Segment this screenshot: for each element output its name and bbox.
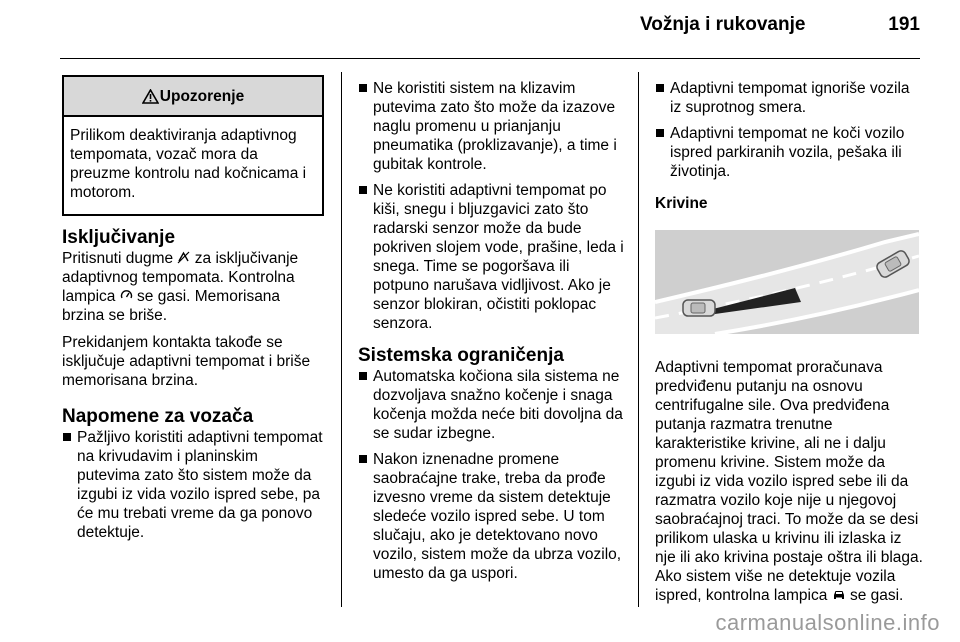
own-car-icon: [683, 300, 715, 316]
section-heading-krivine: Krivine: [655, 195, 708, 212]
section-heading-napomene: Napomene za vozača: [62, 406, 254, 427]
warning-header: [64, 77, 322, 117]
napomene-list-continued: [655, 79, 923, 181]
list-item: Adaptivni tempomat ne koči vozilo ispred parkiranih vozila, pešaka ili životinja.: [655, 124, 923, 181]
paragraph-text: za isključivanje adaptivnog tempomata. Kontrolna lampica: [62, 250, 299, 305]
warning-text: Prilikom deaktiviranja adaptivnog tempomata, vozač mora da preuzme kontrolu nad kočnicama i motorom.: [70, 127, 307, 201]
list-item: Nakon iznenadne promene saobraćajne trake, treba da prođe izvesno vreme da sistem detektuje sledeće vozilo ispred sebe. U tom slučaju, ako je detektovano novo vozilo, sistem može da ubrza vozilo, umesto da ga uspori.: [358, 450, 626, 583]
column-3: [655, 79, 923, 605]
cruise-lamp-icon: [120, 289, 133, 302]
header-rule: [60, 58, 920, 59]
napomene-list: [62, 428, 324, 542]
column-divider: [638, 72, 639, 607]
list-item: Ne koristiti adaptivni tempomat po kiši, snegu i bljuzgavici zato što radarski senzor može da bude pokriven slojem vode, prašine, leda i snega. Time se pogoršava ili potpuno narušava vidljivost. Ako je senzor blokiran, očistiti poklopac senzora.: [358, 181, 626, 333]
napomene-list-continued: [358, 79, 626, 333]
sistemska-list: [358, 367, 626, 583]
krivine-paragraph: [655, 358, 923, 605]
cruise-off-icon: [177, 251, 190, 264]
running-header-title: Vožnja i rukovanje: [640, 14, 806, 35]
iskljucivanje-paragraph-2: Prekidanjem kontakta takođe se isključuje adaptivni tempomat i briše memorisana brzina.: [62, 334, 311, 389]
list-item: Ne koristiti sistem na klizavim putevima zato što može da izazove naglu promenu u prianjanju pneumatika (proklizavanje), a time i gubitak kontrole.: [358, 79, 626, 174]
column-divider: [341, 72, 342, 607]
paragraph-text: Adaptivni tempomat proračunava predviđenu putanju na osnovu centrifugalne sile. Ova predviđena putanja razmatra trenutne karakteristike krivine, ali ne i dalju promenu krivine. Sistem može da izgubi iz vida vozilo ispred sebe ili da razmatra vozilo koje nije u njegovoj saobraćajnoj traci. To može da se desi prilikom ulaska u krivinu ili izlaska iz nje ili ako krivina postaje oštra ili blaga. Ako sistem više ne detektuje vozila ispred, kontrolna lampica: [655, 359, 923, 604]
column-1: [62, 75, 324, 549]
column-2: [358, 79, 626, 590]
page-number: 191: [888, 14, 920, 35]
list-item: Adaptivni tempomat ignoriše vozila iz suprotnog smera.: [655, 79, 923, 117]
paragraph-text: se gasi.: [849, 587, 904, 604]
curve-illustration: [655, 230, 919, 334]
warning-title: Upozorenje: [159, 87, 245, 105]
car-detected-icon: [832, 589, 846, 601]
list-item: Pažljivo koristiti adaptivni tempomat na krivudavim i planinskim putevima zato što sistem može da izgubi iz vida vozilo ispred sebe, pa će mu trebati vreme da ga ponovo detektuje.: [62, 428, 324, 542]
section-heading-iskljucivanje: Isključivanje: [62, 227, 176, 248]
paragraph-text: se gasi. Memorisana brzina se briše.: [62, 288, 281, 324]
section-heading-sistemska: Sistemska ograničenja: [358, 345, 564, 366]
iskljucivanje-paragraph-1: [62, 249, 324, 325]
watermark: carmanualsonline.info: [715, 610, 940, 635]
warning-box: [62, 75, 324, 216]
warning-triangle-icon: [142, 89, 159, 104]
paragraph-text: Pritisnuti dugme: [62, 250, 174, 267]
list-item: Automatska kočiona sila sistema ne dozvoljava snažno kočenje i snaga kočenja možda neće biti dovoljna da se sudar izbegne.: [358, 367, 626, 443]
